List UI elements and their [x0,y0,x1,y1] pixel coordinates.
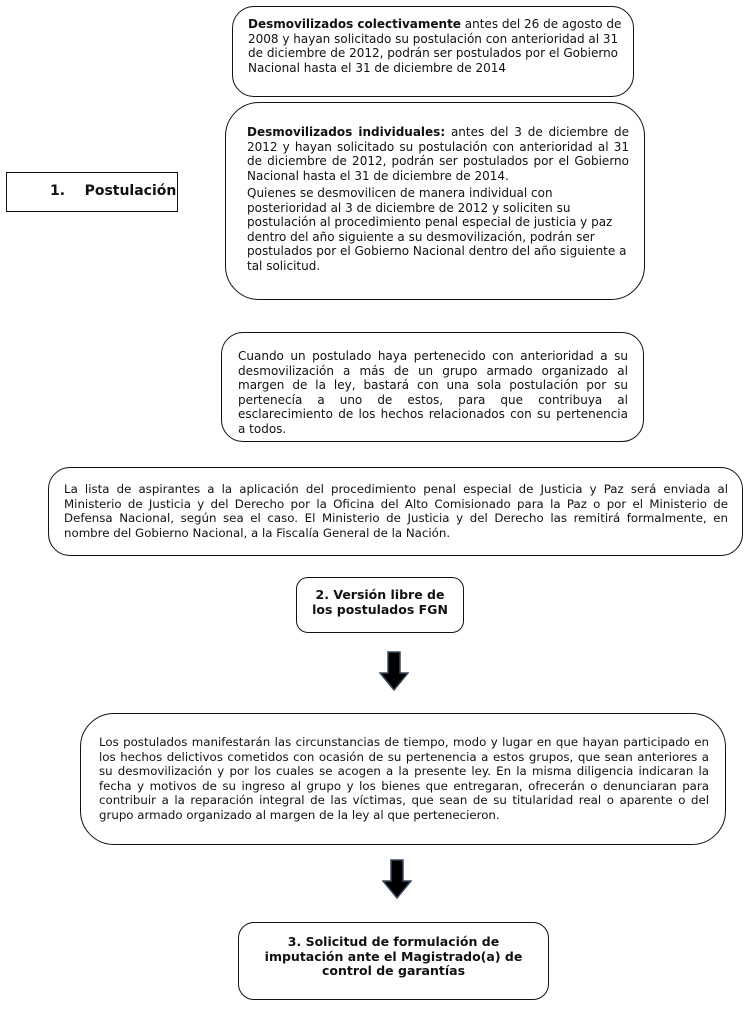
text-desmovilizados-colectivos: Desmovilizados colectivamente antes del 26 de agosto de 2008 y hayan solicitado su postulación con anterioridad al 31 de diciembre de 2012, podrán ser postulados por el Gobierno Nacional hasta el 31 de diciembre de 2014 [248,17,622,75]
arrow-down-icon [379,651,409,691]
label-colectivos: Desmovilizados colectivamente [248,17,461,31]
text-desmovilizados-individuales-2: Quienes se desmovilicen de manera individual con posterioridad al 3 de diciembre de 2012 y soliciten su postulación al procedimiento penal especial de justicia y paz dentro del año siguiente a su desmovilización, podrán ser postulados por el Gobierno Nacional dentro del año siguiente a tal solicitud. [247,186,627,273]
step-2-label: 2. Versión libre de los postulados FGN [312,587,448,617]
text-version-libre-detalle: Los postulados manifestarán las circunstancias de tiempo, modo y lugar en que hayan participado en los hechos delictivos cometidos con ocasión de su pertenencia a estos grupos, que sean anteriores a su desmovilización y por los cuales se acogen a la presente ley. En la misma diligencia indicaran la fecha y motivos de su ingreso al grupo y los bienes que entregaran, ofrecerán o denunciaran para contribuir a la reparación integral de las víctimas, que sean de su titularidad real o aparente o del grupo armado organizado al margen de la ley al que pertenecieron. [99,735,709,822]
step-3-label: 3. Solicitud de formulación de imputación ante el Magistrado(a) de control de garantías [264,934,523,978]
text-varios-grupos: Cuando un postulado haya pertenecido con anterioridad a su desmovilización a más de un grupo armado organizado al margen de la ley, bastará con una sola postulación por su pertenecía a uno de estos, para que contribuya al esclarecimiento de los hechos relacionados con su pertenencia a todos. [238,349,628,436]
arrow-down-icon [382,859,412,899]
text-lista-aspirantes: La lista de aspirantes a la aplicación del procedimiento penal especial de Justicia y Paz será enviada al Ministerio de Justicia y del Derecho por la Oficina del Alto Comisionado para la Paz o por el Ministerio de Defensa Nacional, según sea el caso. El Ministerio de Justicia y del Derecho las remitirá formalmente, en nombre del Gobierno Nacional, a la Fiscalía General de la Nación. [64,482,728,540]
text-desmovilizados-individuales: Desmovilizados individuales: antes del 3 de diciembre de 2012 y hayan solicitado su postulación con anterioridad al 31 de diciembre de 2012, podrán ser postulados por el Gobierno Nacional hasta el 31 de diciembre de 2014. [247,125,629,183]
label-individuales: Desmovilizados individuales: [247,125,446,139]
step-1-label: 1. Postulación [50,183,177,199]
